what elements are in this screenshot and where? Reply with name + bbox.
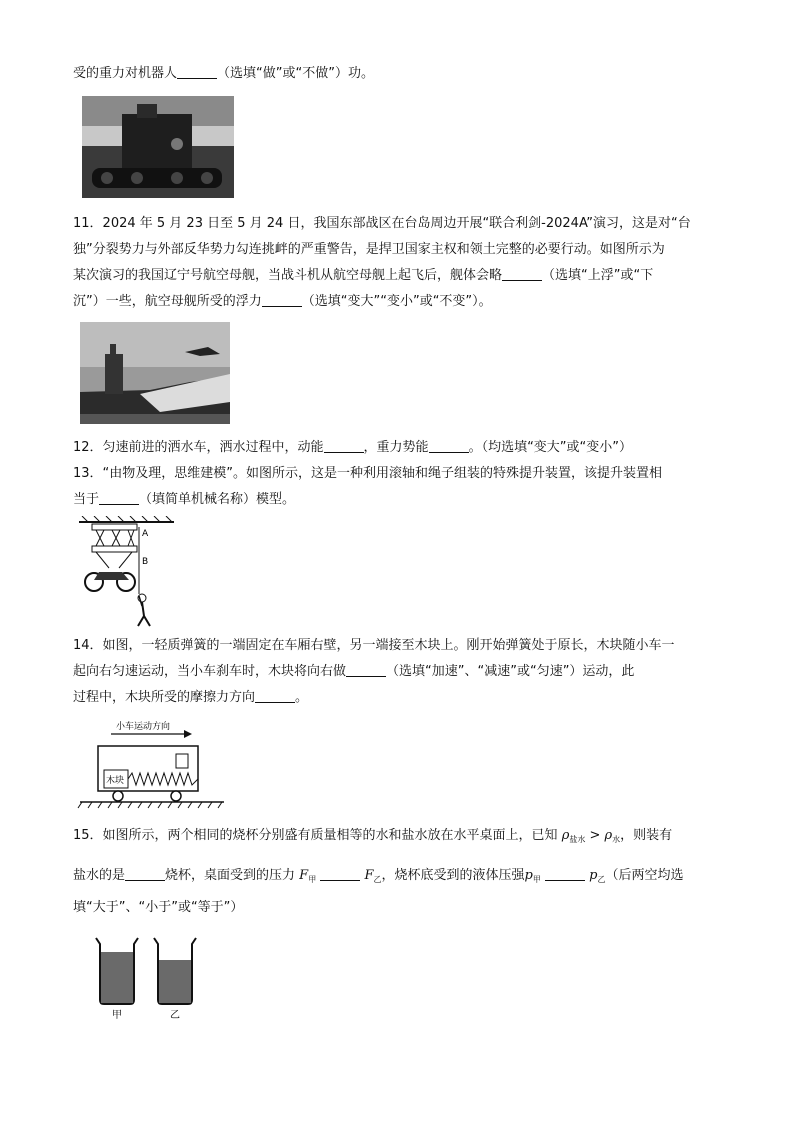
q10-text-b: （选填“做”或“不做”）功。 — [217, 66, 374, 81]
q10-line — [73, 64, 723, 84]
q15-text-f: （后两空均选 — [605, 868, 684, 883]
q11-blank2[interactable] — [262, 292, 302, 307]
q15-text-e: ，烧杯底受到的液体压强 — [381, 868, 525, 883]
carrier-photo — [80, 322, 230, 424]
p-symbol-1: p — [524, 868, 533, 883]
q15-blank1[interactable] — [125, 866, 165, 881]
q14-blank2[interactable] — [255, 688, 295, 703]
q15-blank3[interactable] — [545, 866, 585, 881]
f-sub-yi: 乙 — [373, 875, 382, 884]
robot-photo — [82, 96, 234, 198]
p-sub-yi: 乙 — [597, 875, 606, 884]
beakers-figure — [88, 934, 208, 1022]
q13-blank[interactable] — [99, 490, 139, 505]
q14-text-a: 起向右匀速运动，当小车刹车时，木块将向右做 — [73, 664, 347, 679]
arrow-right-icon — [184, 730, 192, 738]
beaker-label-yi: 乙 — [170, 1010, 180, 1021]
q14-blank1[interactable] — [346, 662, 386, 677]
q15-line2 — [73, 866, 723, 890]
q11-blank1[interactable] — [502, 266, 542, 281]
q14-line3 — [73, 688, 723, 708]
q11-line2: 独”分裂势力与外部反华势力勾连挑衅的严重警告，是捍卫国家主权和领土完整的必要行动。如图所示为 — [73, 242, 665, 257]
q11-line3 — [73, 266, 723, 286]
q13-text-b: （填简单机械名称）模型。 — [139, 492, 296, 507]
q11-line4 — [73, 292, 723, 312]
q15-text-b: ，则装有 — [620, 828, 673, 843]
q14-text-c: 过程中，木块所受的摩擦力方向 — [73, 690, 256, 705]
block-label: 木块 — [106, 776, 125, 786]
q14-text-b: （选填“加速”、“减速”或“匀速”）运动，此 — [386, 664, 635, 679]
q11-line1: 11．2024 年 5 月 23 日至 5 月 24 日，我国东部战区在台岛周边开展“联合利剑-2024A”演习，这是对“台 — [73, 216, 691, 231]
q12-line — [73, 438, 723, 458]
q15-text-a: 15．如图所示，两个相同的烧杯分别盛有质量相等的水和盐水放在水平桌面上，已知 — [73, 828, 558, 843]
rho-symbol-2: ρ — [604, 828, 613, 843]
cart-figure — [76, 718, 228, 810]
q15-blank2[interactable] — [320, 866, 360, 881]
cart-direction-caption: 小车运动方向 — [116, 722, 171, 732]
rho-sub-brine: 盐水 — [569, 835, 586, 844]
f-sub-jia: 甲 — [308, 875, 317, 884]
q12-blank1[interactable] — [324, 438, 364, 453]
label-b: B — [142, 557, 149, 567]
q15-line1 — [73, 826, 723, 850]
p-sub-jia: 甲 — [532, 875, 541, 884]
q11-text-a: 某次演习的我国辽宁号航空母舰，当战斗机从航空母舰上起飞后，舰体会略 — [73, 268, 503, 283]
q14-line2 — [73, 662, 723, 682]
f-symbol-1: F — [299, 868, 309, 883]
q11-text-b: （选填“上浮”或“下 — [542, 268, 654, 283]
greater-than: > — [585, 828, 605, 843]
q12-text-a: 12．匀速前进的洒水车，洒水过程中，动能 — [73, 440, 324, 455]
q15-text-c: 盐水的是 — [73, 868, 126, 883]
q10-text-a: 受的重力对机器人 — [73, 66, 178, 81]
pulley-figure — [74, 516, 186, 628]
p-symbol-2: p — [589, 868, 598, 883]
q13-line1: 13．“由物及理，思维建模”。如图所示，这是一种利用滚轴和绳子组装的特殊提升装置，该提升装置相 — [73, 466, 663, 481]
rho-symbol-1: ρ — [561, 828, 570, 843]
q12-text-b: ，重力势能 — [363, 440, 429, 455]
q14-line1: 14．如图，一轻质弹簧的一端固定在车厢右壁，另一端接至木块上。刚开始弹簧处于原长，木块随小车一 — [73, 638, 675, 653]
q14-text-d: 。 — [295, 690, 309, 705]
q12-blank2[interactable] — [429, 438, 469, 453]
rho-sub-water: 水 — [612, 835, 621, 844]
q10-blank[interactable] — [177, 64, 217, 79]
label-a: A — [142, 529, 149, 539]
q15-line3: 填“大于”、“小于”或“等于”） — [73, 900, 244, 915]
q13-text-a: 当于 — [73, 492, 100, 507]
f-symbol-2: F — [364, 868, 374, 883]
q11-text-d: （选填“变大”“变小”或“不变”）。 — [301, 294, 492, 309]
beaker-label-jia: 甲 — [112, 1010, 122, 1021]
q15-text-d: 烧杯，桌面受到的压力 — [165, 868, 296, 883]
q13-line2 — [73, 490, 723, 510]
q12-text-c: 。（均选填“变大”或“变小”） — [468, 440, 633, 455]
q11-text-c: 沉”）一些，航空母舰所受的浮力 — [73, 294, 262, 309]
